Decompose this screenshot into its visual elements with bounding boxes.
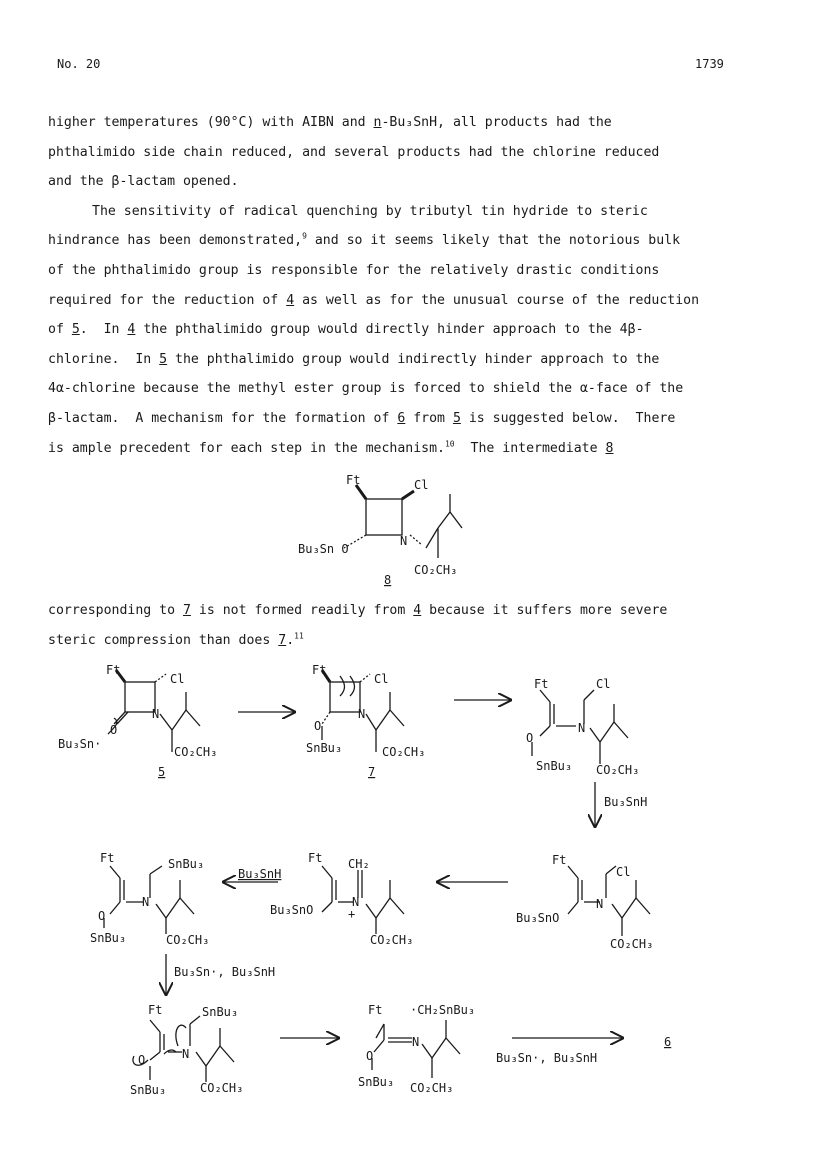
snbu3-label: SnBu₃ <box>168 857 205 871</box>
plus-charge-label: + <box>348 907 356 921</box>
o-label: O <box>110 723 118 737</box>
text-line: β-lactam. A mechanism for the formation of 6 from 5 is suggested below. There <box>48 410 676 426</box>
co2ch3-label: CO₂CH₃ <box>200 1081 244 1095</box>
ch2snbu3-radical-label: ·CH₂SnBu₃ <box>410 1003 476 1017</box>
ft-label: Ft <box>312 663 327 677</box>
co2ch3-label: CO₂CH₃ <box>610 937 654 951</box>
co2ch3-label: CO₂CH₃ <box>596 763 640 777</box>
o-label: O <box>138 1053 146 1067</box>
structure-chloride <box>568 866 650 936</box>
compound-number-5: 5 <box>158 765 166 779</box>
cl-label: Cl <box>170 672 185 686</box>
bu3sno-label: Bu₃SnO <box>516 911 560 925</box>
compound-number-6: 6 <box>664 1035 672 1049</box>
snbu3-label: SnBu₃ <box>130 1083 167 1097</box>
ft-label: Ft <box>308 851 323 865</box>
structure-imine <box>372 1020 460 1078</box>
o-label: O <box>366 1049 374 1063</box>
text-line: chlorine. In 5 the phthalimido group would indirectly hinder approach to the <box>48 351 660 367</box>
ft-label: Ft <box>106 663 121 677</box>
text-line: and the β-lactam opened. <box>48 174 239 190</box>
snbu3-label: SnBu₃ <box>358 1075 395 1089</box>
reagent-label: Bu₃SnH <box>238 867 282 881</box>
bu3sn-o-label: Bu₃Sn O <box>298 542 349 556</box>
text-line: steric compression than does 7.11 <box>48 631 304 648</box>
text-line: phthalimido side chain reduced, and several products had the chlorine reduced <box>48 144 660 160</box>
bu3sn-radical-label: Bu₃Sn· <box>58 737 102 751</box>
cl-label: Cl <box>374 672 389 686</box>
n-label: N <box>142 895 150 909</box>
text-line: The sensitivity of radical quenching by tributyl tin hydride to steric <box>92 203 648 219</box>
compound-number-8: 8 <box>384 573 392 587</box>
snbu3-label: SnBu₃ <box>306 741 343 755</box>
o-label: O <box>98 909 106 923</box>
ft-label: Ft <box>148 1003 163 1017</box>
text-line: higher temperatures (90°C) with AIBN and n-Bu₃SnH, all products had the <box>48 115 612 130</box>
text-line: of the phthalimido group is responsible for the relatively drastic conditions <box>48 262 660 278</box>
n-label: N <box>358 707 366 721</box>
scheme-labels <box>58 473 671 1097</box>
cl-label: Cl <box>616 865 631 879</box>
text-line: corresponding to 7 is not formed readily from 4 because it suffers more severe <box>48 603 668 618</box>
text-line: 4α-chlorine because the methyl ester group is forced to shield the α-face of the <box>48 381 684 397</box>
reagent-label: Bu₃SnH <box>604 795 648 809</box>
ft-label: Ft <box>552 853 567 867</box>
cl-label: Cl <box>414 478 429 492</box>
n-label: N <box>182 1047 190 1061</box>
structure-iminium <box>322 866 404 934</box>
o-label: O <box>314 719 322 733</box>
bu3sno-label: Bu₃SnO <box>270 903 314 917</box>
co2ch3-label: CO₂CH₃ <box>410 1081 454 1095</box>
journal-issue: No. 20 <box>57 57 101 71</box>
snbu3-label: SnBu₃ <box>90 931 127 945</box>
n-label: N <box>412 1035 420 1049</box>
co2ch3-label: CO₂CH₃ <box>166 933 210 947</box>
ch2-label: CH₂ <box>348 857 370 871</box>
n-label: N <box>578 721 586 735</box>
cl-label: Cl <box>596 677 611 691</box>
text-line: hindrance has been demonstrated,$^9$ and so it seems likely that the notorious bulk <box>48 231 681 249</box>
ft-label: Ft <box>100 851 115 865</box>
n-label: N <box>352 895 360 909</box>
ft-label: Ft <box>368 1003 383 1017</box>
n-label: N <box>596 897 604 911</box>
page-number: 1739 <box>695 57 724 71</box>
n-label: N <box>400 534 408 548</box>
reference: 10 <box>444 439 455 449</box>
n-label: N <box>152 707 160 721</box>
reagent-label: Bu₃Sn·, Bu₃SnH <box>496 1051 598 1065</box>
ft-label: Ft <box>346 473 361 487</box>
co2ch3-label: CO₂CH₃ <box>414 563 458 577</box>
reference: 11 <box>294 631 304 641</box>
co2ch3-label: CO₂CH₃ <box>370 933 414 947</box>
text-line: of 5. In 4 the phthalimido group would directly hinder approach to the 4β- <box>48 322 644 338</box>
co2ch3-label: CO₂CH₃ <box>174 745 218 759</box>
snbu3-label: SnBu₃ <box>202 1005 239 1019</box>
o-label: O <box>526 731 534 745</box>
ft-label: Ft <box>534 677 549 691</box>
snbu3-label: SnBu₃ <box>536 759 573 773</box>
reference: 9 <box>302 231 307 241</box>
reagent-label: Bu₃Sn·, Bu₃SnH <box>174 965 276 979</box>
co2ch3-label: CO₂CH₃ <box>382 745 426 759</box>
compound-number-7: 7 <box>368 765 376 779</box>
text-line: required for the reduction of 4 as well as for the unusual course of the reduction <box>48 292 700 308</box>
text-line: is ample precedent for each step in the mechanism.$^{10}$ The intermediate 8 <box>48 439 614 456</box>
